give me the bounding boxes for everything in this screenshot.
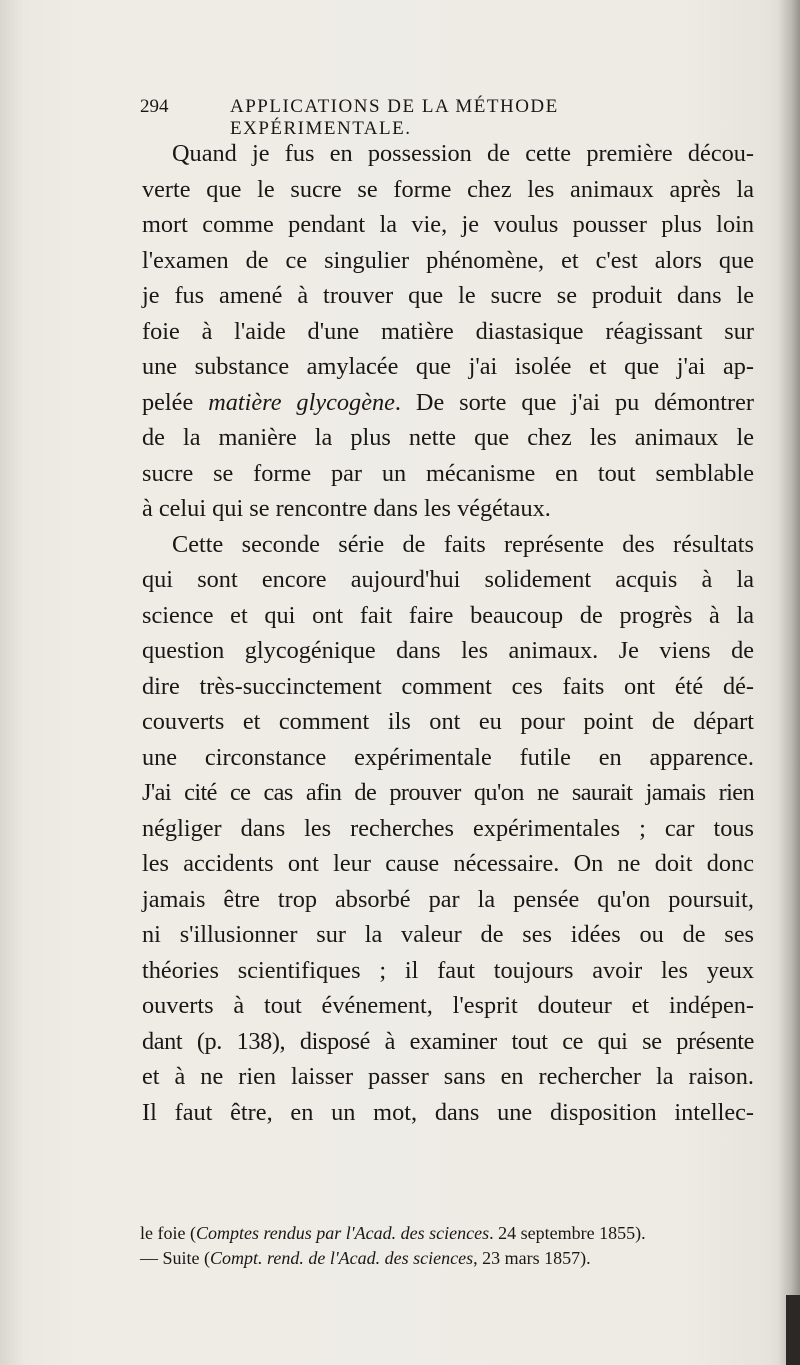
text-line: théories scientifiques ; il faut toujours avoir les yeux	[142, 956, 754, 984]
text-line: dire très-succinctement comment ces faits ont été dé-	[142, 672, 754, 700]
text-line: les accidents ont leur cause nécessaire. On ne doit donc	[142, 850, 754, 877]
page-number: 294	[140, 96, 169, 117]
text-line: question glycogénique dans les animaux. Je viens de	[142, 637, 754, 664]
italic-citation: Compt. rend. de l'Acad. des sciences	[210, 1248, 474, 1268]
body-text	[142, 136, 754, 1130]
running-title: APPLICATIONS DE LA MÉTHODE EXPÉRIMENTALE.	[230, 96, 559, 139]
page-header	[140, 96, 740, 139]
text-line: verte que le sucre se forme chez les animaux après la	[142, 175, 754, 203]
footnote-line	[140, 1221, 746, 1246]
text-run: — Suite (	[140, 1248, 210, 1268]
text-run: . 24 septembre 1855).	[489, 1223, 646, 1243]
text-line: couverts et comment ils ont eu pour point de départ	[142, 708, 754, 735]
text-line	[142, 385, 754, 421]
text-line: Cette seconde série de faits représente des résultats	[172, 530, 754, 558]
italic-term: matière glycogène	[208, 388, 395, 416]
text-line: J'ai cité ce cas afin de prouver qu'on ne saurait jamais rien	[142, 779, 754, 806]
text-line: sucre se forme par un mécanisme en tout semblable	[142, 459, 754, 487]
italic-citation: Comptes rendus par l'Acad. des sciences	[195, 1223, 490, 1243]
page-corner-shadow	[786, 1295, 800, 1365]
footnotes	[140, 1221, 746, 1271]
text-run: . De sorte que j'ai pu démontrer	[394, 388, 755, 416]
text-run: le foie (	[140, 1223, 196, 1243]
text-line: l'examen de ce singulier phénomène, et c'est alors que	[142, 246, 754, 274]
text-run: , 23 mars 1857).	[473, 1248, 591, 1268]
text-line: et à ne rien laisser passer sans en rechercher la raison.	[142, 1063, 754, 1090]
text-line: Quand je fus en possession de cette première décou-	[172, 140, 754, 167]
text-line: ni s'illusionner sur la valeur de ses idées ou de ses	[142, 921, 754, 948]
text-line: je fus amené à trouver que le sucre se produit dans le	[142, 282, 754, 309]
page-edge-shadow	[778, 0, 800, 1365]
text-line: science et qui ont fait faire beaucoup de progrès à la	[142, 601, 754, 629]
text-line: mort comme pendant la vie, je voulus pousser plus loin	[142, 211, 754, 238]
text-line: Il faut être, en un mot, dans une disposition intellec-	[142, 1098, 754, 1126]
text-line: ouverts à tout événement, l'esprit douteur et indépen-	[142, 992, 754, 1019]
text-line: à celui qui se rencontre dans les végétaux.	[142, 495, 551, 522]
text-line: de la manière la plus nette que chez les animaux le	[142, 424, 754, 451]
text-line: une circonstance expérimentale futile en apparence.	[142, 743, 754, 771]
text-line: dant (p. 138), disposé à examiner tout ce qui se présente	[142, 1027, 754, 1055]
text-line: une substance amylacée que j'ai isolée et que j'ai ap-	[142, 353, 754, 380]
text-line: jamais être trop absorbé par la pensée qu'on poursuit,	[142, 885, 754, 913]
text-line: négliger dans les recherches expérimentales ; car tous	[142, 814, 754, 842]
text-line: foie à l'aide d'une matière diastasique réagissant sur	[142, 317, 754, 345]
text-run: pelée	[142, 388, 209, 416]
text-line: qui sont encore aujourd'hui solidement acquis à la	[142, 566, 754, 593]
footnote-line	[140, 1246, 746, 1271]
